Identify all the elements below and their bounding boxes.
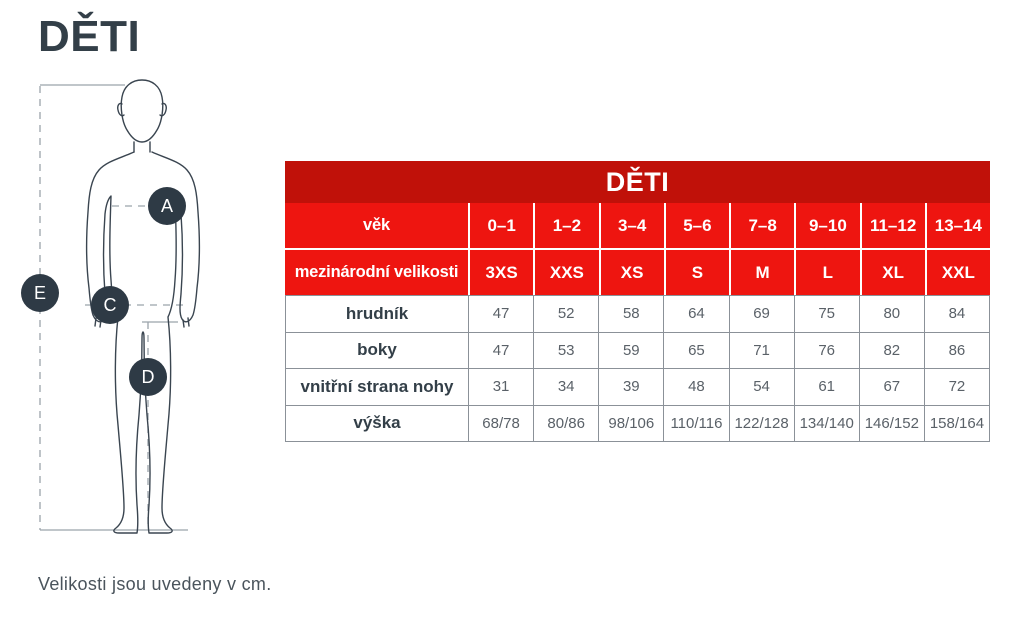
value-cell: 48 [664, 369, 728, 405]
value-cell: 80 [860, 296, 924, 332]
size-table [285, 161, 990, 442]
value-cell: 146/152 [860, 406, 924, 442]
value-cell: 65 [664, 333, 728, 369]
value-cell: 54 [730, 369, 794, 405]
svg-text:E: E [33, 283, 47, 303]
units-note: Velikosti jsou uvedeny v cm. [38, 574, 272, 594]
value-cell: 47 [469, 296, 533, 332]
value-cell: 59 [599, 333, 663, 369]
row-label-cell: hrudník [286, 296, 468, 332]
value-cell: 75 [795, 296, 859, 332]
value-cell: 98/106 [599, 406, 663, 442]
value-cell: 80/86 [534, 406, 598, 442]
age-header-cell: 0–1 [470, 203, 533, 248]
marker-c [91, 286, 129, 324]
value-cell: 72 [925, 369, 989, 405]
value-cell: 58 [599, 296, 663, 332]
value-cell: 67 [860, 369, 924, 405]
svg-text:A: A [160, 196, 174, 216]
age-header-cell: 3–4 [601, 203, 664, 248]
size-header-cell: L [796, 250, 859, 295]
value-cell: 52 [534, 296, 598, 332]
table-title: DĚTI [285, 161, 990, 203]
size-header-cell: M [731, 250, 794, 295]
page-title: DĚTI [38, 12, 141, 61]
row-label-cell: věk [285, 203, 468, 248]
value-cell: 71 [730, 333, 794, 369]
value-cell: 86 [925, 333, 989, 369]
row-label-cell: vnitřní strana nohy [286, 369, 468, 405]
age-header-cell: 13–14 [927, 203, 990, 248]
body-measurement-diagram [0, 0, 270, 620]
table-header-section [285, 203, 990, 295]
value-cell: 84 [925, 296, 989, 332]
age-header-cell: 7–8 [731, 203, 794, 248]
value-cell: 53 [534, 333, 598, 369]
age-header-cell: 9–10 [796, 203, 859, 248]
marker-e [21, 274, 59, 312]
head-outline [121, 80, 163, 142]
table-body-section [285, 295, 990, 442]
size-header-cell: XXS [535, 250, 598, 295]
size-header-cell: 3XS [470, 250, 533, 295]
value-cell: 34 [534, 369, 598, 405]
value-cell: 76 [795, 333, 859, 369]
age-header-cell: 5–6 [666, 203, 729, 248]
value-cell: 69 [730, 296, 794, 332]
value-cell: 158/164 [925, 406, 989, 442]
value-cell: 68/78 [469, 406, 533, 442]
svg-text:C: C [103, 295, 117, 315]
value-cell: 134/140 [795, 406, 859, 442]
marker-a [148, 187, 186, 225]
value-cell: 39 [599, 369, 663, 405]
value-cell: 64 [664, 296, 728, 332]
svg-text:D: D [141, 367, 155, 387]
row-label-cell: výška [286, 406, 468, 442]
value-cell: 82 [860, 333, 924, 369]
value-cell: 61 [795, 369, 859, 405]
age-header-cell: 1–2 [535, 203, 598, 248]
age-header-cell: 11–12 [862, 203, 925, 248]
row-label-cell: boky [286, 333, 468, 369]
value-cell: 122/128 [730, 406, 794, 442]
size-header-cell: XXL [927, 250, 990, 295]
size-header-cell: XS [601, 250, 664, 295]
marker-d [129, 358, 167, 396]
value-cell: 110/116 [664, 406, 728, 442]
value-cell: 47 [469, 333, 533, 369]
value-cell: 31 [469, 369, 533, 405]
row-label-cell: mezinárodní velikosti [285, 250, 468, 295]
size-header-cell: XL [862, 250, 925, 295]
size-header-cell: S [666, 250, 729, 295]
